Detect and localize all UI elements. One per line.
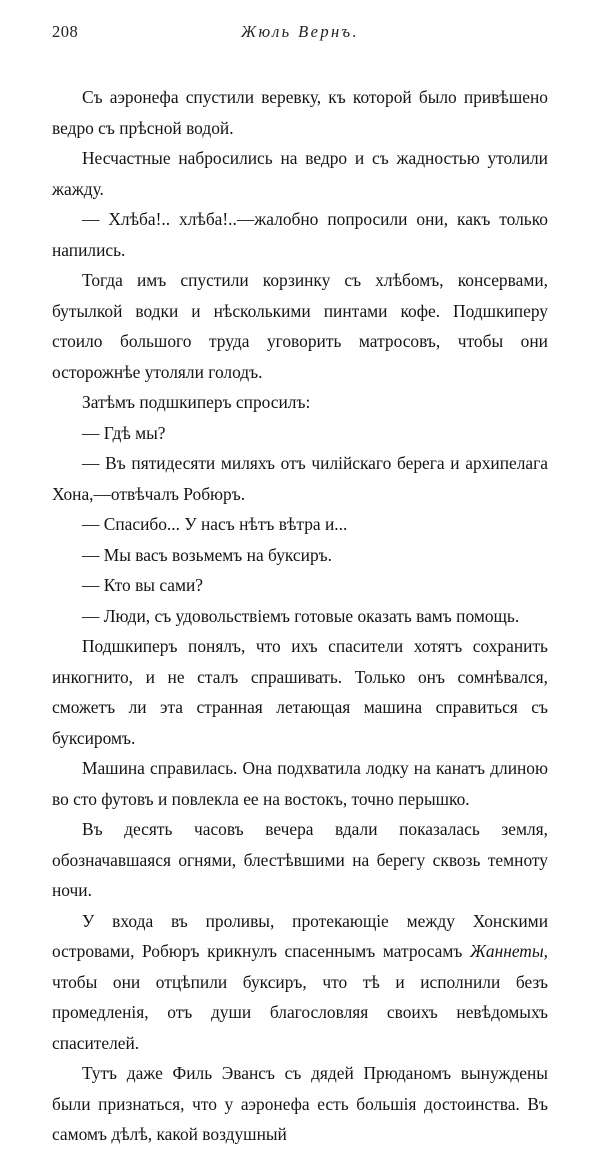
paragraph: Затѣмъ подшкиперъ спросилъ: xyxy=(82,392,311,412)
paragraph: Тогда имъ спустили корзинку съ хлѣбомъ, консервами, бутылкой водки и нѣсколькими пинтами кофе. Подшкиперу стоило большого труда уговорить матросовъ, чтобы они осторожнѣе утоляли голодъ. xyxy=(52,270,548,382)
paragraph: Несчастные набросились на ведро и съ жадностью утолили жажду. xyxy=(52,148,548,199)
page-number: 208 xyxy=(52,22,79,41)
paragraph: Подшкиперъ понялъ, что ихъ спасители хотятъ сохранить инкогнито, и не сталъ спрашивать. Только онъ сомнѣвался, сможетъ ли эта странная летающая машина справиться съ буксиромъ. xyxy=(52,636,548,748)
paragraph-text-after: чтобы они отцѣпили буксиръ, что тѣ и исполнили безъ промедленія, отъ души благословляя своихъ невѣдомыхъ спасителей. xyxy=(52,971,548,1053)
paragraph: — Мы васъ возьмемъ на буксиръ. xyxy=(82,544,332,565)
page-body xyxy=(52,82,548,1150)
paragraph: — Хлѣба!.. хлѣба!..—жалобно попросили они, какъ только напились. xyxy=(52,209,548,260)
paragraph: — Кто вы сами? xyxy=(82,575,204,595)
paragraph: — Люди, съ удовольствіемъ готовые оказать вамъ помощь. xyxy=(82,605,520,626)
paragraph: Въ десять часовъ вечера вдали показалась земля, обозначавшаяся огнями, блестѣвшими на берегу сквозь темноту ночи. xyxy=(52,819,548,900)
ship-name-italic: Жаннеты, xyxy=(469,941,548,961)
paragraph-with-italic xyxy=(52,906,548,1059)
paragraph: Машина справилась. Она подхватила лодку на канатъ длиною во сто футовъ и повлекла ее на востокъ, точно перышко. xyxy=(52,758,548,809)
paragraph: — Въ пятидесяти миляхъ отъ чилійскаго берега и архипелага Хона,—отвѣчалъ Робюръ. xyxy=(52,453,548,504)
paragraph: — Гдѣ мы? xyxy=(82,422,166,443)
page-header xyxy=(52,22,548,56)
paragraph: — Спасибо... У насъ нѣтъ вѣтра и... xyxy=(82,514,348,534)
paragraph: Тутъ даже Филь Эвансъ съ дядей Прюданомъ вынуждены были признаться, что у аэронефа есть большія достоинства. Въ самомъ дѣлѣ, какой воздушный xyxy=(52,1063,548,1144)
paragraph: Съ аэронефа спустили веревку, къ которой было привѣшено ведро съ прѣсной водой. xyxy=(52,87,548,138)
paragraph-text-before: У входа въ проливы, протекающіе между Хонскими островами, Робюръ крикнулъ спасеннымъ матросамъ xyxy=(52,910,548,961)
running-title: Жюль Вернъ. xyxy=(240,22,360,41)
